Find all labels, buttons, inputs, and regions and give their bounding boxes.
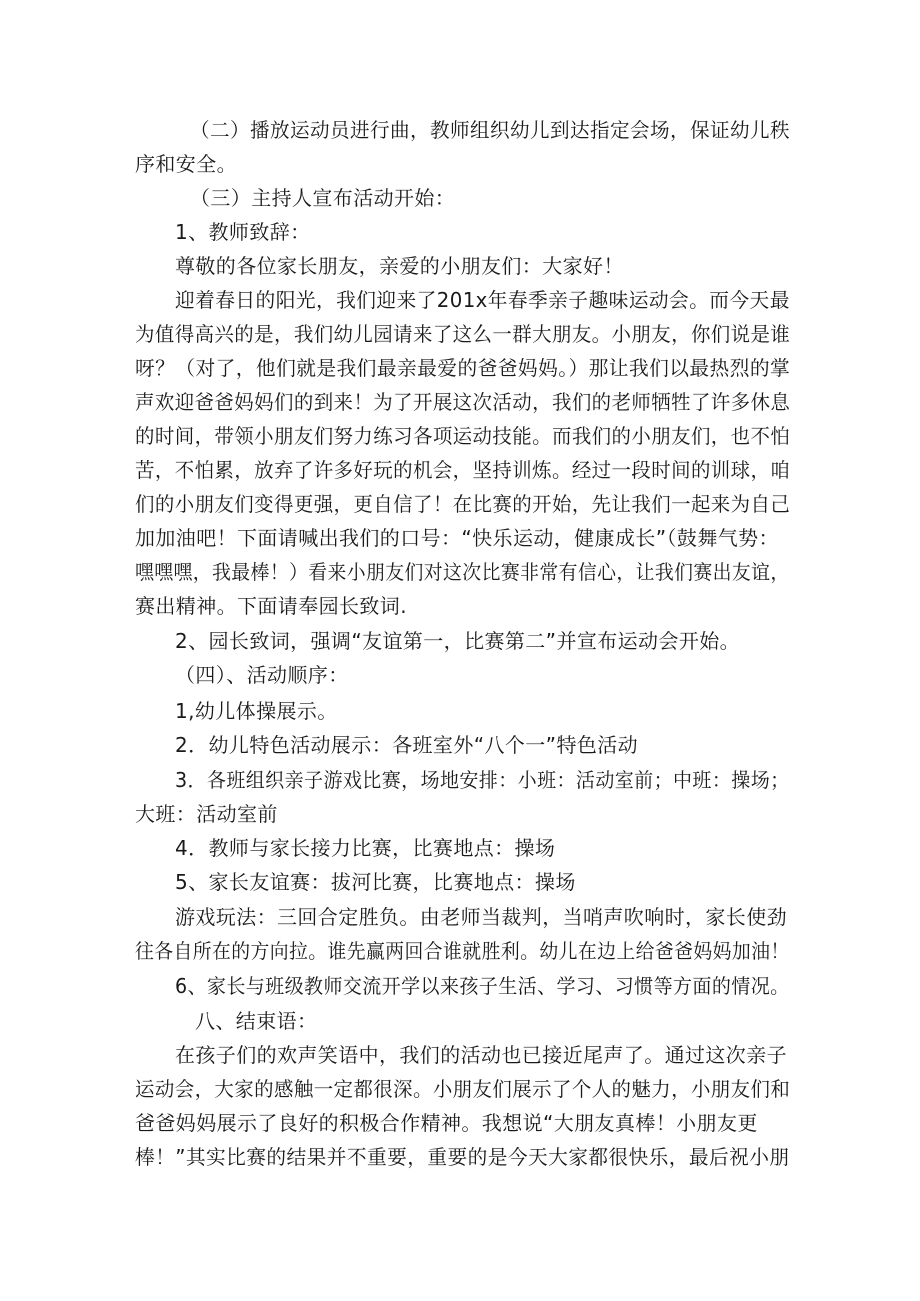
- section-heading: 八、结束语：: [195, 1009, 318, 1033]
- text-line: 序和安全。: [135, 152, 237, 176]
- text-line: 往各自所在的方向拉。谁先赢两回合谁就胜利。幼儿在边上给爸爸妈妈加油！: [135, 939, 790, 963]
- text-line: 大班：活动室前: [135, 802, 278, 826]
- section-heading: （四）、活动顺序：: [175, 663, 349, 687]
- text-line: 在孩子们的欢声笑语中，我们的活动也已接近尾声了。通过这次亲子: [175, 1043, 787, 1067]
- list-item: 4．教师与家长接力比赛，比赛地点：操场: [175, 836, 556, 860]
- text-line: 运动会，大家的感触一定都很深。小朋友们展示了个人的魅力，小朋友们和: [135, 1077, 791, 1101]
- list-item: 5、家长友谊赛：拔河比赛，比赛地点：操场: [175, 870, 576, 894]
- text-line: 加加油吧！下面请喊出我们的口号：“快乐运动，健康成长”（鼓舞气势：: [135, 526, 779, 550]
- text-line: 赛出精神。下面请奉园长致词.: [135, 594, 407, 618]
- text-line: 嘿嘿嘿，我最棒！）看来小朋友们对这次比赛非常有信心，让我们赛出友谊，: [135, 560, 790, 584]
- text-line: 2、园长致词，强调“友谊第一，比赛第二”并宣布运动会开始。: [175, 629, 741, 653]
- text-line: 尊敬的各位家长朋友，亲爱的小朋友们：大家好！: [175, 254, 624, 278]
- text-line: 迎着春日的阳光，我们迎来了201x年春季亲子趣味运动会。而今天最: [175, 288, 790, 312]
- text-line: 游戏玩法：三回合定胜负。由老师当裁判，当哨声吹响时，家长使劲: [175, 905, 787, 929]
- list-item: 1,幼儿体操展示。: [175, 699, 338, 723]
- text-line: 们的小朋友们变得更强，更自信了！在比赛的开始，先让我们一起来为自己: [135, 492, 791, 516]
- text-line: 的时间，带领小朋友们努力练习各项运动技能。而我们的小朋友们，也不怕: [135, 424, 791, 448]
- text-line: 声欢迎爸爸妈妈们的到来！为了开展这次活动，我们的老师牺牲了许多休息: [135, 390, 791, 414]
- section-heading: （三）主持人宣布活动开始：: [190, 186, 456, 210]
- subsection-heading: 1、教师致辞：: [175, 220, 311, 244]
- text-line: 呀？（对了，他们就是我们最亲最爱的爸爸妈妈。）那让我们以最热烈的掌: [135, 356, 791, 380]
- text-line: 为值得高兴的是，我们幼儿园请来了这么一群大朋友。小朋友，你们说是谁: [135, 322, 791, 346]
- text-line: 爸爸妈妈展示了良好的积极合作精神。我想说“大朋友真棒！小朋友更: [135, 1111, 758, 1135]
- list-item: 6、家长与班级教师交流开学以来孩子生活、学习、习惯等方面的情况。: [175, 974, 790, 998]
- list-item: 3．各班组织亲子游戏比赛，场地安排：小班：活动室前；中班：操场；: [175, 768, 790, 792]
- text-line: 苦，不怕累，放弃了许多好玩的机会，坚持训炼。经过一段时间的训球，咱: [135, 458, 791, 482]
- text-line: 棒！”其实比赛的结果并不重要，重要的是今天大家都很快乐，最后祝小朋: [135, 1145, 790, 1169]
- text-line: （二）播放运动员进行曲，教师组织幼儿到达指定会场，保证幼儿秩: [190, 118, 791, 142]
- list-item: 2．幼儿特色活动展示：各班室外“八个一”特色活动: [175, 733, 639, 757]
